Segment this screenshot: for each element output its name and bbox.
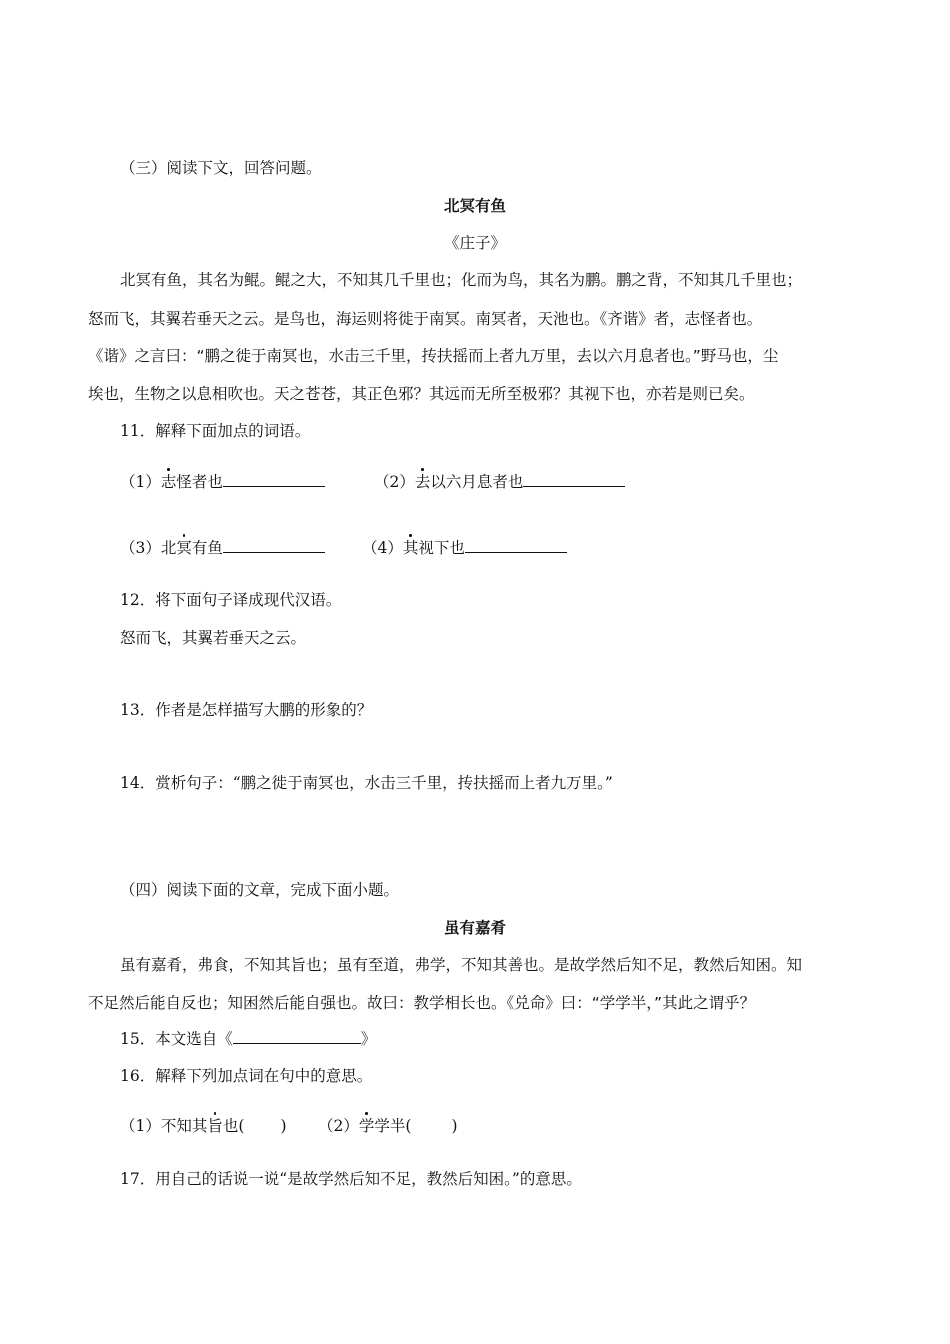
answer-blank[interactable] (223, 472, 325, 487)
question-11-stem: 11．解释下面加点的词语。 (120, 422, 311, 440)
item-number: （1） (120, 473, 161, 491)
question-11-item-3 (120, 538, 325, 558)
dotted-character: 其 (402, 539, 419, 557)
question-11-item-1 (120, 472, 325, 492)
question-16-item-2 (318, 1116, 458, 1136)
dotted-character: 学 (358, 1117, 375, 1135)
passage-line: 不足然后能自反也；知困然后能自强也。故曰：教学相长也。《兑命》曰：“学学半，”其此之谓乎？ (88, 994, 756, 1012)
item-text: 也( (222, 1117, 245, 1135)
dotted-character: 去 (414, 473, 431, 491)
question-14: 14．赏析句子：“鹏之徙于南冥也，水击三千里，抟扶摇而上者九万里。” (120, 774, 613, 792)
item-text: 视下也 (418, 539, 465, 557)
answer-blank[interactable] (523, 472, 625, 487)
item-number: （2） (318, 1117, 359, 1135)
close-paren: ) (451, 1117, 458, 1135)
close-paren: ) (280, 1117, 287, 1135)
answer-blank[interactable] (465, 538, 567, 553)
item-text: 不知其 (160, 1117, 208, 1135)
passage-line: 《谐》之言曰：“鹏之徙于南冥也，水击三千里，抟扶摇而上者九万里，去以六月息者也。”野马也，尘 (88, 347, 779, 365)
dotted-character: 旨 (207, 1117, 223, 1135)
passage-line: 埃也，生物之以息相吹也。天之苍苍，其正色邪？其远而无所至极邪？其视下也，亦若是则已矣。 (88, 385, 755, 403)
question-text: 15．本文选自《 (120, 1030, 233, 1048)
passage-line: 北冥有鱼，其名为鲲。鲲之大，不知其几千里也；化而为鸟，其名为鹏。鹏之背，不知其几千里也； (120, 271, 803, 289)
passage-title: 北冥有鱼 (443, 197, 506, 215)
question-16-item-1 (120, 1116, 287, 1136)
item-number: （2） (374, 473, 415, 491)
question-text: 》 (360, 1030, 377, 1048)
item-text: 怪者也 (176, 473, 223, 491)
passage-line: 虽有嘉肴，弗食，不知其旨也；虽有至道，弗学，不知其善也。是故学然后知不足，教然后知困。知 (120, 956, 803, 974)
question-11-item-2 (374, 472, 625, 492)
dotted-character: 志 (160, 473, 177, 491)
section-intro: （三）阅读下文，回答问题。 (120, 159, 322, 177)
question-16-stem: 16．解释下列加点词在句中的意思。 (120, 1067, 373, 1085)
item-text: 北 (160, 539, 177, 557)
passage-title: 虽有嘉肴 (443, 919, 506, 937)
question-11-item-4 (362, 538, 567, 558)
passage-author: 《庄子》 (443, 234, 506, 252)
item-text: 以六月息者也 (430, 473, 524, 491)
item-text: 学半( (374, 1117, 412, 1135)
passage-line: 怒而飞，其翼若垂天之云。是鸟也，海运则将徙于南冥。南冥者，天池也。《齐谐》者，志怪者也。 (88, 310, 763, 328)
question-12-stem: 12．将下面句子译成现代汉语。 (120, 591, 342, 609)
question-12-sentence: 怒而飞，其翼若垂天之云。 (120, 629, 307, 647)
item-number: （4） (362, 539, 403, 557)
question-17: 17．用自己的话说一说“是故学然后知不足，教然后知困。”的意思。 (120, 1170, 582, 1188)
dotted-character: 冥 (176, 539, 192, 557)
item-text: 有鱼 (191, 539, 223, 557)
question-15 (120, 1029, 376, 1049)
answer-blank[interactable] (223, 538, 325, 553)
answer-blank[interactable] (233, 1029, 361, 1044)
item-number: （3） (120, 539, 161, 557)
section-intro: （四）阅读下面的文章，完成下面小题。 (120, 881, 400, 899)
item-number: （1） (120, 1117, 161, 1135)
question-13: 13．作者是怎样描写大鹏的形象的？ (120, 701, 373, 719)
